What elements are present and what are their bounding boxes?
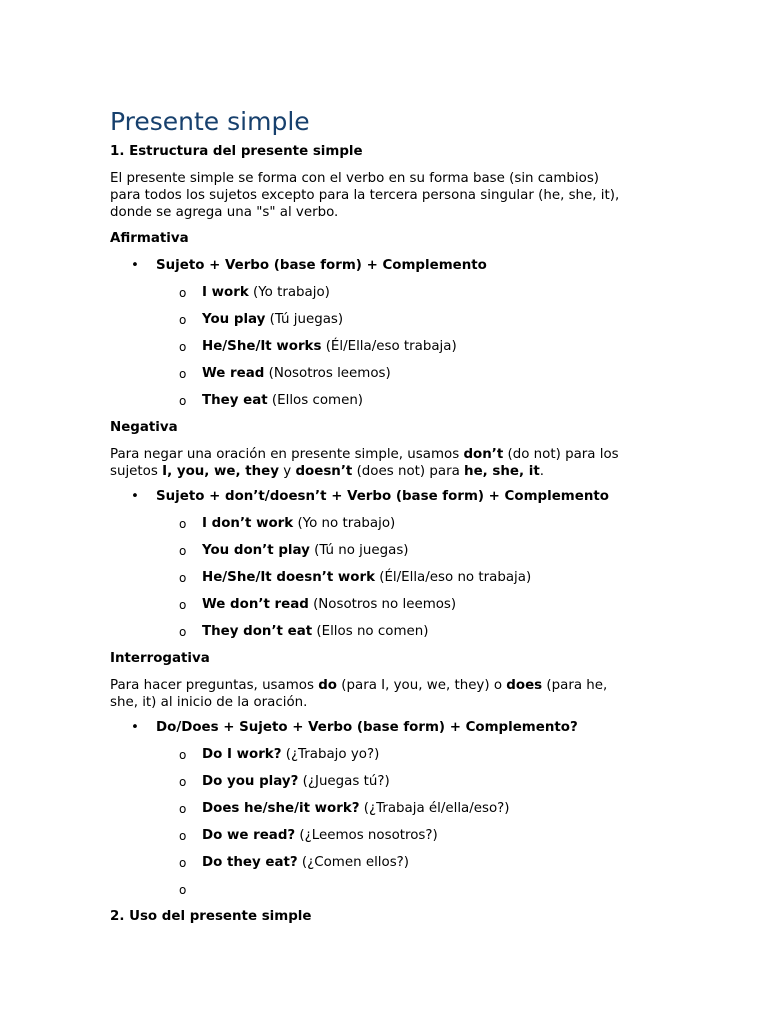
list-item <box>110 827 670 845</box>
sub-bullet-icon: o <box>179 802 187 816</box>
example-bold: Do I work? <box>202 747 282 762</box>
example-bold: Do we read? <box>202 828 296 843</box>
example-translation: (¿Trabajo yo?) <box>281 747 380 762</box>
example-translation: (Él/Ella/eso trabaja) <box>321 339 457 354</box>
interrogativa-intro <box>110 677 670 711</box>
text-bold: don’t <box>463 447 504 462</box>
list-item-empty <box>110 881 670 899</box>
interrogativa-examples <box>110 746 670 899</box>
negativa-examples <box>110 515 670 641</box>
example-translation: (Yo trabajo) <box>248 285 330 300</box>
intro-line: El presente simple se forma con el verbo en su forma base (sin cambios) <box>110 171 600 186</box>
page-title: Presente simple <box>110 107 310 136</box>
list-item <box>110 365 670 383</box>
negativa-line-2 <box>110 463 670 480</box>
text-bold: doesn’t <box>295 464 353 479</box>
example-bold: They don’t eat <box>202 624 313 639</box>
example-bold: He/She/It works <box>202 339 322 354</box>
intro-line: para todos los sujetos excepto para la tercera persona singular (he, she, it), <box>110 188 620 203</box>
formula-text: Sujeto + Verbo (base form) + Complemento <box>156 258 487 273</box>
interrogativa-line-2: she, it) al inicio de la oración. <box>110 695 308 710</box>
text-span: (para I, you, we, they) o <box>337 678 507 693</box>
text-bold: do <box>318 678 338 693</box>
section-2-heading: 2. Uso del presente simple <box>110 909 312 924</box>
list-item <box>110 542 670 560</box>
list-item <box>110 392 670 410</box>
afirmativa-heading: Afirmativa <box>110 231 189 246</box>
formula-text: Sujeto + don’t/doesn’t + Verbo (base form) + Complemento <box>156 489 609 504</box>
list-item <box>110 569 670 587</box>
bullet-icon: • <box>131 720 139 735</box>
example-bold: I don’t work <box>202 516 294 531</box>
example-translation: (Nosotros no leemos) <box>308 597 457 612</box>
afirmativa-examples <box>110 284 670 410</box>
section-1-intro <box>110 170 670 221</box>
example-translation: (Ellos comen) <box>267 393 364 408</box>
sub-bullet-icon: o <box>179 544 187 558</box>
example-translation: (Tú no juegas) <box>309 543 409 558</box>
interrogativa-formula <box>110 719 670 737</box>
example-translation: (¿Juegas tú?) <box>298 774 390 789</box>
example-bold: We read <box>202 366 265 381</box>
text-bold: does <box>506 678 543 693</box>
example-translation: (Ellos no comen) <box>312 624 429 639</box>
text-span: sujetos <box>110 464 163 479</box>
section-1-heading: 1. Estructura del presente simple <box>110 144 363 159</box>
interrogativa-line-1 <box>110 677 670 694</box>
intro-line: donde se agrega una "s" al verbo. <box>110 205 339 220</box>
example-translation: (¿Comen ellos?) <box>297 855 410 870</box>
example-translation: (Nosotros leemos) <box>264 366 391 381</box>
bullet-icon: • <box>131 258 139 273</box>
list-item <box>110 623 670 641</box>
list-item <box>110 773 670 791</box>
text-span: Para hacer preguntas, usamos <box>110 678 319 693</box>
example-bold: He/She/It doesn’t work <box>202 570 375 585</box>
list-item <box>110 311 670 329</box>
text-bold: I, you, we, they <box>162 464 279 479</box>
sub-bullet-icon: o <box>179 313 187 327</box>
list-item <box>110 854 670 872</box>
negativa-heading: Negativa <box>110 420 178 435</box>
sub-bullet-icon: o <box>179 394 187 408</box>
negativa-line-1 <box>110 446 670 463</box>
interrogativa-heading: Interrogativa <box>110 651 210 666</box>
sub-bullet-icon: o <box>179 625 187 639</box>
list-item <box>110 338 670 356</box>
text-span: . <box>539 464 545 479</box>
example-bold: We don’t read <box>202 597 309 612</box>
sub-bullet-icon: o <box>179 598 187 612</box>
list-item <box>110 515 670 533</box>
example-bold: They eat <box>202 393 268 408</box>
negativa-intro <box>110 446 670 480</box>
formula-text: Do/Does + Sujeto + Verbo (base form) + Complemento? <box>156 720 578 735</box>
sub-bullet-icon: o <box>179 571 187 585</box>
sub-bullet-icon: o <box>179 775 187 789</box>
example-translation: (¿Leemos nosotros?) <box>295 828 438 843</box>
sub-bullet-icon: o <box>179 829 187 843</box>
example-bold: Do you play? <box>202 774 299 789</box>
sub-bullet-icon: o <box>179 748 187 762</box>
text-bold: he, she, it <box>464 464 540 479</box>
example-translation: (Yo no trabajo) <box>293 516 396 531</box>
sub-bullet-icon: o <box>179 286 187 300</box>
sub-bullet-icon: o <box>179 883 187 897</box>
list-item <box>110 284 670 302</box>
example-translation: (¿Trabaja él/ella/eso?) <box>359 801 510 816</box>
sub-bullet-icon: o <box>179 367 187 381</box>
sub-bullet-icon: o <box>179 340 187 354</box>
bullet-icon: • <box>131 489 139 504</box>
text-span: Para negar una oración en presente simple, usamos <box>110 447 464 462</box>
sub-bullet-icon: o <box>179 856 187 870</box>
afirmativa-formula <box>110 257 670 275</box>
text-span: y <box>279 464 296 479</box>
example-bold: You play <box>202 312 266 327</box>
text-span: (para he, <box>542 678 608 693</box>
text-span: (do not) para los <box>503 447 619 462</box>
example-translation: (Él/Ella/eso no trabaja) <box>374 570 532 585</box>
negativa-formula <box>110 488 670 506</box>
example-translation: (Tú juegas) <box>265 312 344 327</box>
example-bold: Do they eat? <box>202 855 298 870</box>
text-span: (does not) para <box>352 464 465 479</box>
example-bold: Does he/she/it work? <box>202 801 360 816</box>
list-item <box>110 746 670 764</box>
document-page <box>110 104 670 926</box>
list-item <box>110 800 670 818</box>
sub-bullet-icon: o <box>179 517 187 531</box>
example-bold: I work <box>202 285 249 300</box>
example-bold: You don’t play <box>202 543 310 558</box>
list-item <box>110 596 670 614</box>
